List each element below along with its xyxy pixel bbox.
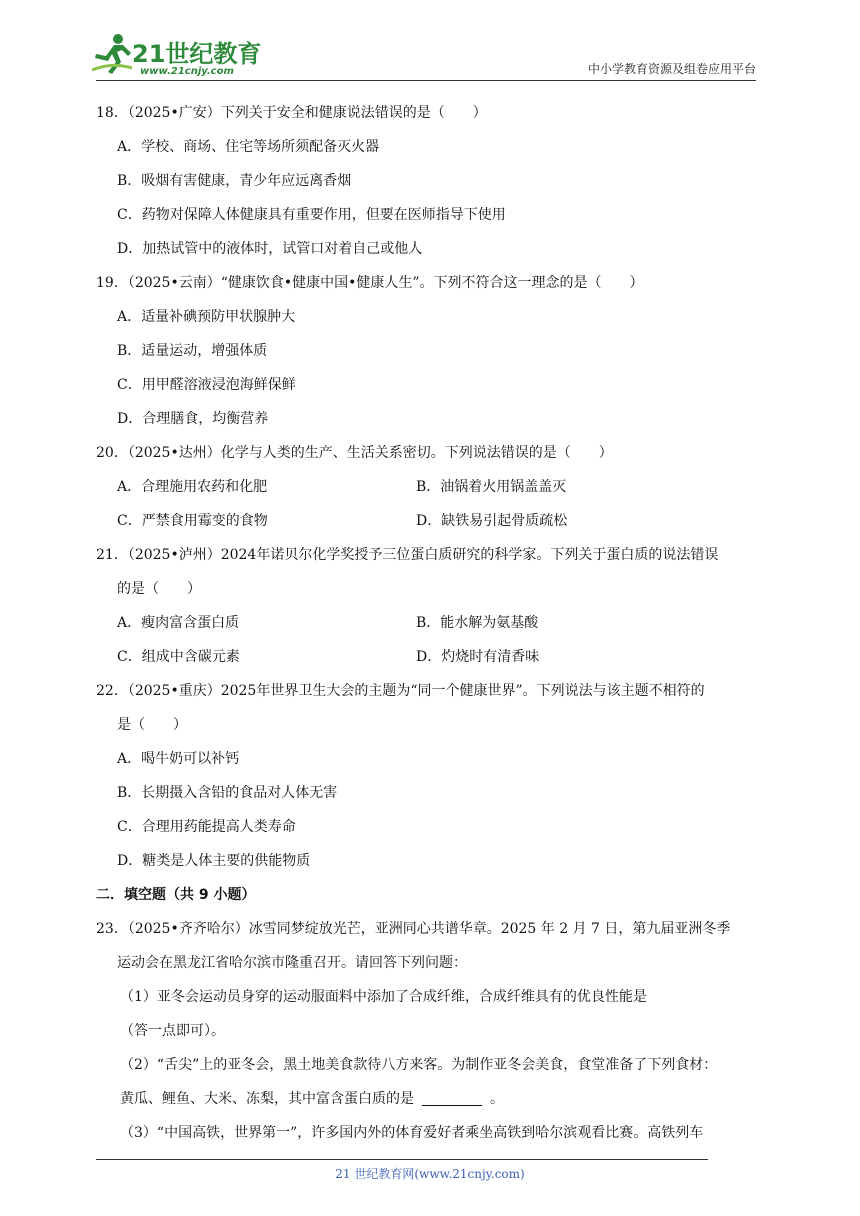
question-21-option-b: B．能水解为氨基酸 xyxy=(416,615,539,631)
question-21-option-d: D．灼烧时有清香味 xyxy=(416,649,540,665)
question-18-option-a: A．学校、商场、住宅等场所须配备灭火器 xyxy=(117,139,380,155)
answer-blank[interactable] xyxy=(422,1089,482,1106)
question-19-option-c: C．用甲醛溶液浸泡海鲜保鲜 xyxy=(117,377,296,393)
platform-title: 中小学教育资源及组卷应用平台 xyxy=(587,62,756,76)
question-23-part-2: （2）“舌尖”上的亚冬会，黑土地美食款待八方来客。为制作亚冬会美食，食堂准备了下列食材： xyxy=(120,1057,718,1073)
question-23-part-3: （3）“中国高铁，世界第一”，许多国内外的体育爱好者乘坐高铁到哈尔滨观看比赛。高铁列车 xyxy=(120,1125,704,1141)
question-23-stem-cont: 运动会在黑龙江省哈尔滨市隆重召开。请回答下列问题： xyxy=(117,955,467,971)
question-23-stem: 23．（2025•齐齐哈尔）冰雪同梦绽放光芒，亚洲同心共谱华章。2025 年 2 月 7 日，第九届亚洲冬季 xyxy=(96,921,731,937)
logo-text: 21世纪教育 xyxy=(132,40,262,68)
question-18-option-d: D．加热试管中的液体时，试管口对着自己或他人 xyxy=(117,241,423,257)
question-21-option-c: C．组成中含碳元素 xyxy=(117,649,240,665)
header-divider xyxy=(96,80,756,81)
question-21-stem-cont: 的是（ ） xyxy=(117,581,201,597)
question-20-stem: 20．（2025•达州）化学与人类的生产、生活关系密切。下列说法错误的是（ ） xyxy=(96,445,613,461)
question-21-stem: 21．（2025•泸州）2024年诺贝尔化学奖授予三位蛋白质研究的科学家。下列关于蛋白质的说法错误 xyxy=(96,547,719,563)
question-23-part-1-cont: （答一点即可）。 xyxy=(120,1023,225,1039)
question-22-option-d: D．糖类是人体主要的供能物质 xyxy=(117,853,311,869)
question-18-option-b: B．吸烟有害健康，青少年应远离香烟 xyxy=(117,173,352,189)
section-fill-in-title: 二．填空题（共 9 小题） xyxy=(96,887,256,903)
question-19-option-b: B．适量运动，增强体质 xyxy=(117,343,268,359)
question-20-option-d: D．缺铁易引起骨质疏松 xyxy=(416,513,568,529)
question-22-stem-cont: 是（ ） xyxy=(117,717,187,733)
question-20-option-c: C．严禁食用霉变的食物 xyxy=(117,513,268,529)
question-18-stem: 18．（2025•广安）下列关于安全和健康说法错误的是（ ） xyxy=(96,105,487,121)
question-23-part-1: （1）亚冬会运动员身穿的运动服面料中添加了合成纤维，合成纤维具有的优良性能是 xyxy=(120,989,647,1005)
question-20-options-row-2 xyxy=(96,504,768,538)
question-20-options-row-1 xyxy=(96,470,768,504)
logo-url: www.21cnjy.com xyxy=(140,66,234,77)
question-22-stem: 22．（2025•重庆）2025年世界卫生大会的主题为“同一个健康世界”。下列说法与该主题不相符的 xyxy=(96,683,705,699)
question-22-option-b: B．长期摄入含铅的食品对人体无害 xyxy=(117,785,338,801)
question-22-option-c: C．合理用药能提高人类寿命 xyxy=(117,819,296,835)
question-21-options-row-1 xyxy=(96,606,768,640)
question-18-option-c: C．药物对保障人体健康具有重要作用，但要在医师指导下使用 xyxy=(117,207,506,223)
runner-logo-icon xyxy=(92,32,132,76)
question-23-part-2-text: 黄瓜、鲤鱼、大米、冻梨，其中富含蛋白质的是 xyxy=(120,1091,414,1107)
footer-link[interactable]: 21 世纪教育网(www.21cnjy.com) xyxy=(335,1167,525,1181)
question-20-option-b: B．油锅着火用锅盖盖灭 xyxy=(416,479,567,495)
question-19-option-d: D．合理膳食，均衡营养 xyxy=(117,411,269,427)
question-23-part-2-end: 。 xyxy=(490,1091,504,1107)
footer-divider xyxy=(96,1159,708,1160)
question-23-part-2-cont xyxy=(96,1082,768,1116)
question-21-options-row-2 xyxy=(96,640,768,674)
question-20-option-a: A．合理施用农药和化肥 xyxy=(117,479,268,495)
page-header xyxy=(0,0,860,86)
question-22-option-a: A．喝牛奶可以补钙 xyxy=(117,751,240,767)
question-content xyxy=(96,96,768,1150)
question-19-stem: 19．（2025•云南）“健康饮食•健康中国•健康人生”。下列不符合这一理念的是（ ） xyxy=(96,275,644,291)
site-logo[interactable] xyxy=(92,32,262,82)
question-19-option-a: A．适量补碘预防甲状腺肿大 xyxy=(117,309,296,325)
question-21-option-a: A．瘦肉富含蛋白质 xyxy=(117,615,240,631)
